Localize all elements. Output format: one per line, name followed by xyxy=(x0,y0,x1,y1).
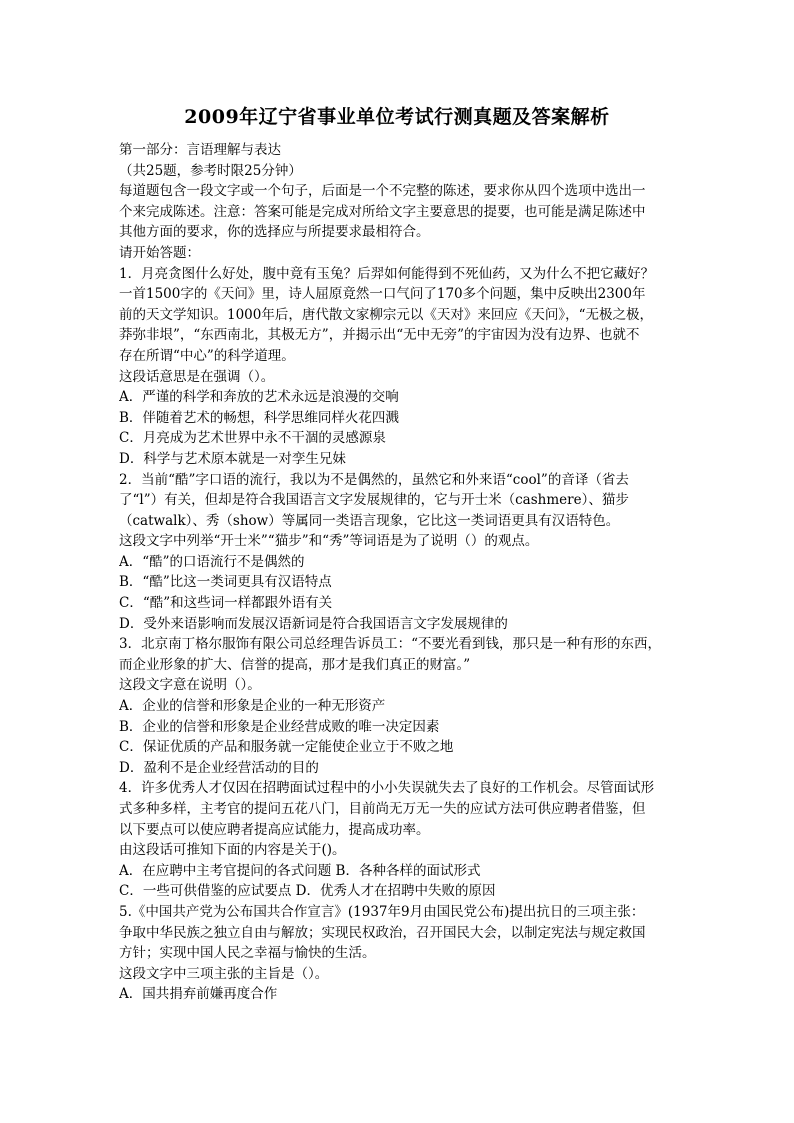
text-line: A．严谨的科学和奔放的艺术永远是浪漫的交响 xyxy=(119,389,399,406)
text-line: 2．当前“酷”字口语的流行，我以为不是偶然的，虽然它和外来语“cool”的音译（省去 xyxy=(119,471,629,488)
text-line: A．企业的信誉和形象是企业的一种无形资产 xyxy=(119,698,386,715)
text-line: 1．月亮贪图什么好处，腹中竟有玉兔？后羿如何能得到不死仙药，又为什么不把它藏好？ xyxy=(119,265,655,282)
text-line: 争取中华民族之独立自由与解放；实现民权政治，召开国民大会，以制定宪法与规定救国 xyxy=(119,924,646,941)
text-line: 莽弥非垠”，“东西南北，其极无方”，并揭示出“无中无旁”的宇宙因为没有边界、也就不 xyxy=(119,327,640,344)
text-line: D．盈利不是企业经营活动的目的 xyxy=(119,759,319,776)
text-line: （catwalk）、秀（show）等属同一类语言现象，它比这一类词语更具有汉语特色。 xyxy=(119,512,620,529)
text-line: D．受外来语影响而发展汉语新词是符合我国语言文字发展规律的 xyxy=(119,615,508,632)
text-line: D．科学与艺术原本就是一对孪生兄妹 xyxy=(119,450,346,467)
text-line: 式多种多样，主考官的提问五花八门，目前尚无万无一失的应试方法可供应聘者借鉴，但 xyxy=(119,801,646,817)
text-line: C．“酷”和这些词一样都跟外语有关 xyxy=(119,595,333,612)
text-line: 5.《中国共产党为公布国共合作宣言》(1937年9月由国民党公布)提出抗日的三项主张： xyxy=(119,903,645,920)
text-line: 存在所谓“中心”的科学道理。 xyxy=(119,347,295,364)
text-line: 个来完成陈述。注意：答案可能是完成对所给文字主要意思的提要，也可能是满足陈述中 xyxy=(119,203,646,220)
text-line: 这段文字中三项主张的主旨是（）。 xyxy=(119,965,329,982)
text-line: 3．北京南丁格尔服饰有限公司总经理告诉员工：“不要光看到钱，那只是一种有形的东西， xyxy=(119,636,661,653)
document-title: 2009年辽宁省事业单位考试行测真题及答案解析 xyxy=(184,106,610,128)
text-line: A．“酷”的口语流行不是偶然的 xyxy=(119,553,305,570)
text-line: C．保证优质的产品和服务就一定能使企业立于不败之地 xyxy=(119,739,454,756)
text-line: 而企业形象的扩大、信誉的提高，那才是我们真正的财富。” xyxy=(119,656,471,673)
text-line: 其他方面的要求，你的选择应与所提要求最相符合。 xyxy=(119,224,430,241)
text-line: 一首1500字的《天问》里，诗人屈原竟然一口气问了170多个问题，集中反映出2300年 xyxy=(119,286,646,303)
text-line: 第一部分：言语理解与表达 xyxy=(119,142,281,158)
text-line: 方针；实现中国人民之幸福与愉快的生活。 xyxy=(119,945,376,962)
text-line: 每道题包含一段文字或一个句子，后面是一个不完整的陈述，要求你从四个选项中选出一 xyxy=(119,183,646,200)
text-line: 了“l”）有关，但却是符合我国语言文字发展规律的，它与开士米（cashmere）、猫步 xyxy=(119,492,629,509)
text-line: （共25题，参考时限25分钟） xyxy=(119,162,302,179)
text-line: 这段文字中列举“开士米”“猫步”和“秀”等词语是为了说明（）的观点。 xyxy=(119,533,539,550)
text-line: 前的天文学知识。1000年后，唐代散文家柳宗元以《天对》来回应《天问》，“无极之极， xyxy=(119,306,654,323)
text-line: 以下要点可以使应聘者提高应试能力，提高成功率。 xyxy=(119,821,430,838)
text-line: A．在应聘中主考官提问的各式问题 B．各种各样的面试形式 xyxy=(119,862,481,879)
text-line: 这段文字意在说明（）。 xyxy=(119,677,261,694)
text-line: B．伴随着艺术的畅想，科学思维同样火花四溅 xyxy=(119,409,399,426)
text-line: 这段话意思是在强调（）。 xyxy=(119,368,275,385)
document-body xyxy=(119,140,679,1005)
text-line: B．企业的信誉和形象是企业经营成败的唯一决定因素 xyxy=(119,718,440,735)
text-line: 4．许多优秀人才仅因在招聘面试过程中的小小失误就失去了良好的工作机会。尽管面试形 xyxy=(119,780,655,797)
text-line: A．国共捐弃前嫌再度合作 xyxy=(119,986,278,1003)
text-line: 由这段话可推知下面的内容是关于()。 xyxy=(119,842,346,859)
text-line: C．月亮成为艺术世界中永不干涸的灵感源泉 xyxy=(119,430,386,447)
text-line: 请开始答题： xyxy=(119,244,200,261)
text-line: C．一些可供借鉴的应试要点 D．优秀人才在招聘中失败的原因 xyxy=(119,883,496,900)
text-line: B．“酷”比这一类词更具有汉语特点 xyxy=(119,574,332,591)
